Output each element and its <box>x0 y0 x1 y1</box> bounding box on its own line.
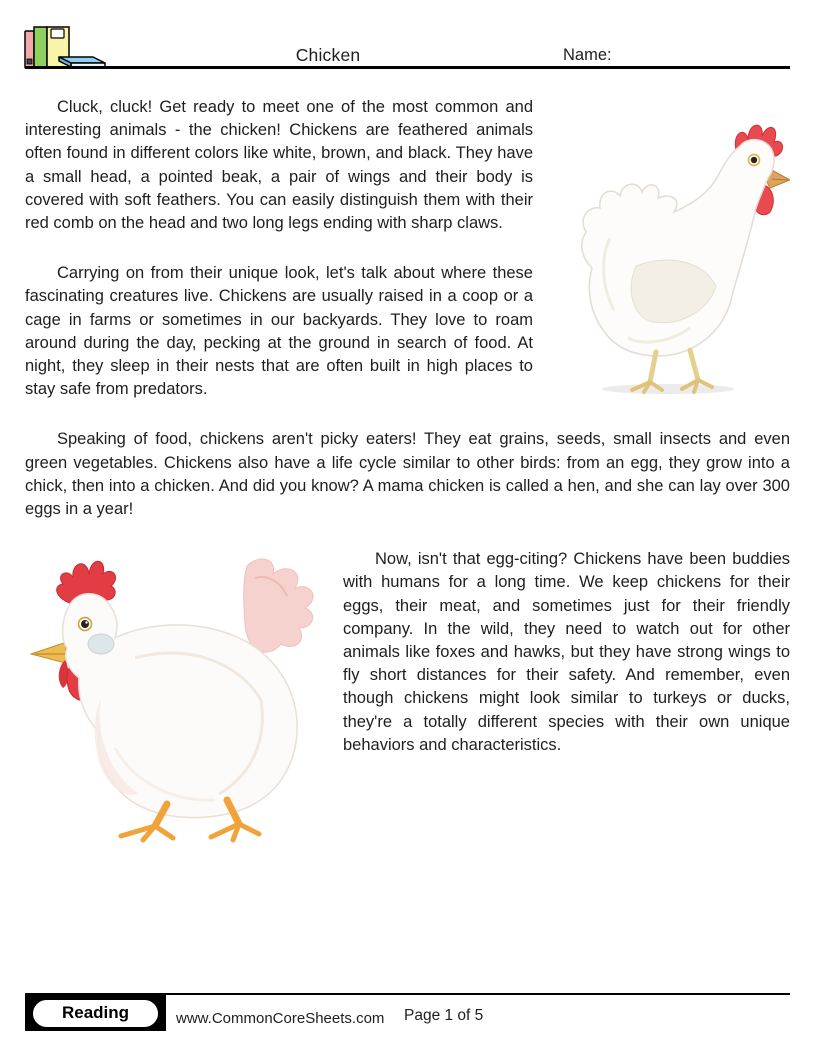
subject-badge <box>25 995 166 1031</box>
page-title: Chicken <box>295 45 361 65</box>
paragraph-4: Now, isn't that egg-citing? Chickens have been buddies with humans for a long time. We keep chickens for their eggs, their meat, and sometimes just for their friendly company. In the wild, they need to watch out for other animals like foxes and hawks, but they have strong wings to fly short distances for their safety. And remember, even though chickens might look similar to turkeys or ducks, they're a totally different species with their own unique behaviors and characteristics. <box>343 550 790 754</box>
chicken-hen-image <box>15 548 325 844</box>
page-number: Page 1 of 5 <box>404 1007 484 1024</box>
stacked-books-icon <box>23 22 107 70</box>
chicken-standing-image <box>540 98 790 398</box>
name-label: Name: <box>563 46 612 64</box>
header-rule <box>25 66 790 69</box>
paragraph-1: Cluck, cluck! Get ready to meet one of the most common and interesting animals - the chicken! Chickens are feathered animals often found in different colors like white, brown, and black. They have a small head, a pointed beak, a pair of wings and their body is covered with soft feathers. You can easily distinguish them with their red comb on the head and two long legs ending with sharp claws. <box>25 98 533 233</box>
paragraph-3: Speaking of food, chickens aren't picky eaters! They eat grains, seeds, small insects and even green vegetables. Chickens also have a life cycle similar to other birds: from an egg, they grow into a chick, then into a chicken. And did you know? A mama chicken is called a hen, and she can lay over 300 eggs in a year! <box>25 430 790 519</box>
subject-badge-label: Reading <box>33 1000 158 1027</box>
website-text: www.CommonCoreSheets.com <box>176 1010 385 1027</box>
paragraph-2: Carrying on from their unique look, let's talk about where these fascinating creatures live. Chickens are usually raised in a coop or a cage in farms or sometimes in our backyards. They love to roam around during the day, pecking at the ground in search of food. At night, they sleep in their nests that are often built in high places to stay safe from predators. <box>25 264 533 399</box>
reading-passage <box>25 96 790 844</box>
